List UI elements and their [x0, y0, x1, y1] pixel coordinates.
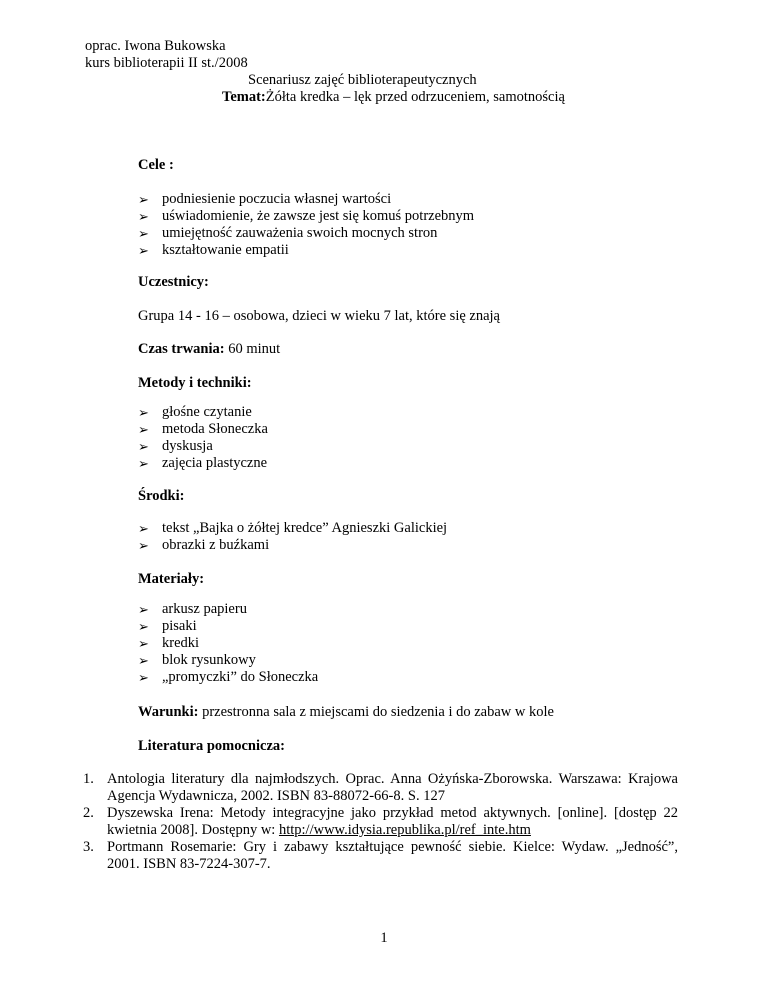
literature-heading: Literatura pomocnicza: — [138, 738, 285, 754]
list-item: ➢ pisaki — [138, 618, 197, 634]
duration-label: Czas trwania: — [138, 341, 225, 357]
arrow-bullet-icon: ➢ — [138, 405, 149, 420]
means-list — [138, 520, 447, 554]
goals-list — [138, 191, 474, 259]
list-item: ➢ zajęcia plastyczne — [138, 455, 268, 471]
list-item: 2. Dyszewska Irena: Metody integracyjne jako przykład metod aktywnych. [online]. [dostęp 22 kwietnia 2008]. Dostępny w: http://www.idysia.republika.pl/ref_inte.htm — [83, 805, 678, 838]
list-item: 3. Portmann Rosemarie: Gry i zabawy kształtujące pewność siebie. Kielce: Wydaw. „Jedność”, 2001. ISBN 83-7224-307-7. — [83, 839, 678, 872]
arrow-bullet-icon: ➢ — [138, 670, 149, 685]
arrow-bullet-icon: ➢ — [138, 602, 149, 617]
list-item: ➢ uświadomienie, że zawsze jest się komuś potrzebnym — [138, 208, 475, 224]
conditions-label: Warunki: — [138, 704, 199, 720]
list-item: ➢ głośne czytanie — [138, 404, 252, 420]
arrow-bullet-icon: ➢ — [138, 538, 149, 553]
arrow-bullet-icon: ➢ — [138, 192, 149, 207]
literature-link[interactable]: http://www.idysia.republika.pl/ref_inte.htm — [278, 822, 531, 838]
participants-heading: Uczestnicy: — [138, 274, 209, 290]
list-item: ➢ obrazki z buźkami — [138, 537, 270, 553]
means-heading: Środki: — [138, 488, 185, 504]
participants-text: Grupa 14 - 16 – osobowa, dzieci w wieku 7 lat, które się znają — [138, 308, 500, 324]
goals-heading: Cele : — [138, 157, 174, 173]
list-item: ➢ metoda Słoneczka — [138, 421, 268, 437]
header-scenario: Scenariusz zajęć biblioterapeutycznych — [248, 72, 477, 88]
conditions-text: przestronna sala z miejscami do siedzenia i do zabaw w kole — [202, 704, 554, 720]
conditions-line — [138, 704, 554, 721]
arrow-bullet-icon: ➢ — [138, 439, 149, 454]
list-item: ➢ blok rysunkowy — [138, 652, 256, 668]
header-author: oprac. Iwona Bukowska — [85, 38, 226, 54]
materials-list — [138, 601, 318, 686]
header-course: kurs biblioterapii II st./2008 — [85, 55, 248, 71]
methods-list — [138, 404, 268, 472]
duration-line — [138, 341, 280, 358]
list-item: ➢ „promyczki” do Słoneczka — [138, 669, 319, 685]
topic-label: Temat: — [222, 89, 266, 105]
materials-heading: Materiały: — [138, 571, 205, 587]
list-item: ➢ tekst „Bajka o żółtej kredce” Agnieszki Galickiej — [138, 520, 448, 536]
arrow-bullet-icon: ➢ — [138, 521, 149, 536]
arrow-bullet-icon: ➢ — [138, 619, 149, 634]
arrow-bullet-icon: ➢ — [138, 209, 149, 224]
topic-text: Żółta kredka – lęk przed odrzuceniem, samotnością — [265, 89, 565, 105]
header-topic — [222, 89, 565, 106]
page-number: 1 — [380, 930, 388, 946]
arrow-bullet-icon: ➢ — [138, 422, 149, 437]
arrow-bullet-icon: ➢ — [138, 636, 149, 651]
literature-list — [83, 771, 678, 873]
arrow-bullet-icon: ➢ — [138, 226, 149, 241]
list-item: ➢ arkusz papieru — [138, 601, 247, 617]
list-item: ➢ kredki — [138, 635, 200, 651]
list-item: ➢ podniesienie poczucia własnej wartości — [138, 191, 392, 207]
list-item: ➢ dyskusja — [138, 438, 213, 454]
methods-heading: Metody i techniki: — [138, 375, 252, 391]
arrow-bullet-icon: ➢ — [138, 456, 149, 471]
list-item: ➢ umiejętność zauważenia swoich mocnych stron — [138, 225, 438, 241]
duration-text: 60 minut — [228, 341, 281, 357]
arrow-bullet-icon: ➢ — [138, 653, 149, 668]
arrow-bullet-icon: ➢ — [138, 243, 149, 258]
list-item: 1. Antologia literatury dla najmłodszych. Oprac. Anna Ożyńska-Zborowska. Warszawa: Krajowa Agencja Wydawnicza, 2002. ISBN 83-88072-66-8. S. 127 — [83, 771, 678, 804]
list-item: ➢ kształtowanie empatii — [138, 242, 289, 258]
